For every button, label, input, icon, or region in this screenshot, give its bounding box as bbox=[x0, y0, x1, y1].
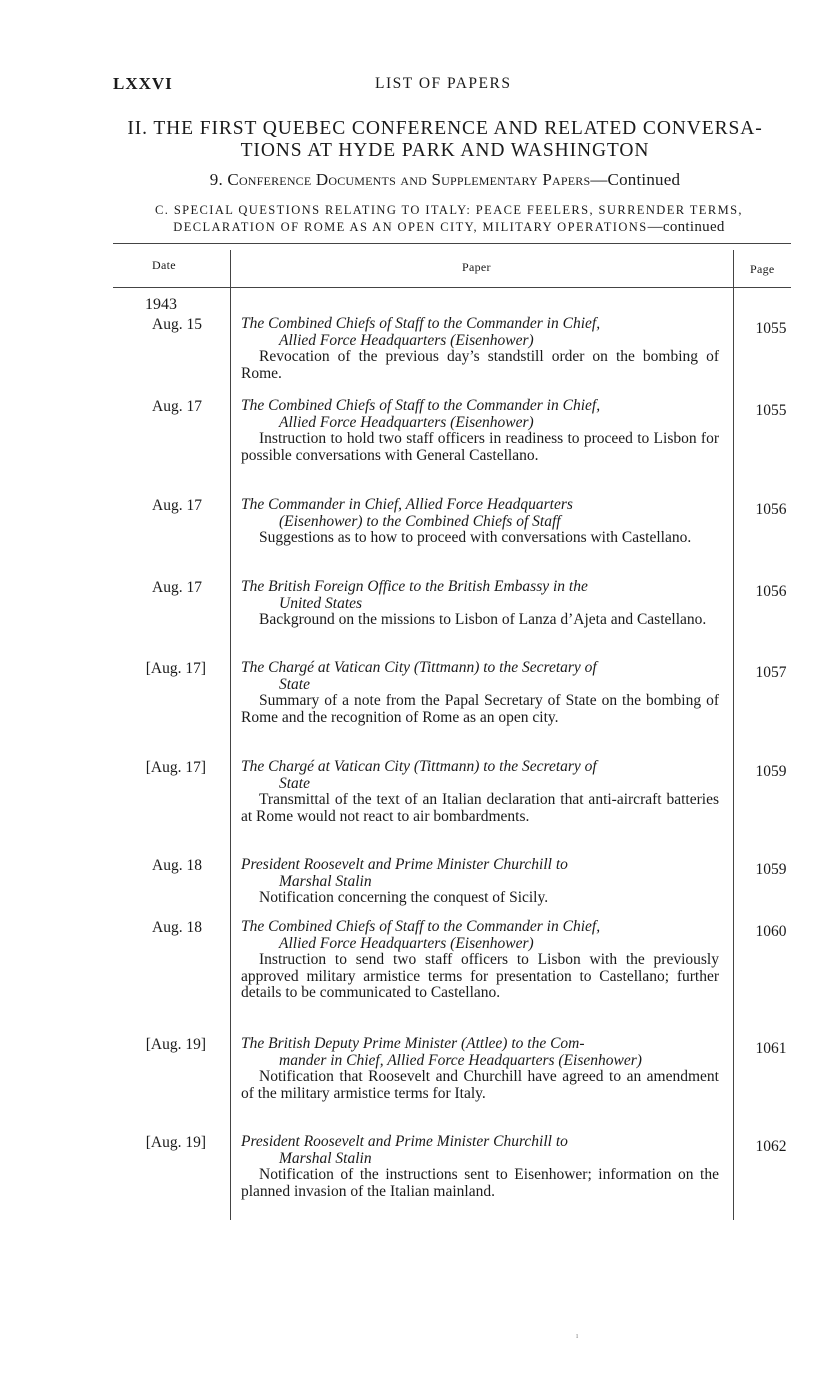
paper-title bbox=[241, 857, 719, 890]
row-paper bbox=[241, 579, 719, 629]
paper-title bbox=[241, 316, 719, 349]
paper-title bbox=[241, 919, 719, 952]
row-date: Aug. 17 bbox=[152, 398, 202, 415]
row-paper bbox=[241, 660, 719, 726]
paper-title-line: Allied Force Headquarters (Eisenhower) bbox=[279, 331, 534, 349]
paper-title-line: The British Deputy Prime Minister (Attlee) to the Com- bbox=[241, 1035, 585, 1052]
paper-title-line: The Chargé at Vatican City (Tittmann) to the Secretary of bbox=[241, 659, 597, 676]
paper-title-line: The Combined Chiefs of Staff to the Commander in Chief, bbox=[241, 397, 601, 414]
paper-title-line: mander in Chief, Allied Force Headquarters (Eisenhower) bbox=[279, 1051, 642, 1069]
table-column-divider bbox=[733, 250, 734, 1220]
paper-title bbox=[241, 398, 719, 431]
paper-title-line: The Chargé at Vatican City (Tittmann) to the Secretary of bbox=[241, 758, 597, 775]
column-header-paper: Paper bbox=[462, 260, 491, 274]
paper-title-line: (Eisenhower) to the Combined Chiefs of Staff bbox=[279, 512, 561, 530]
paper-description: Notification of the instructions sent to Eisenhower; information on the planned invasion of the Italian mainland. bbox=[241, 1166, 719, 1200]
part-title-line: II. THE FIRST QUEBEC CONFERENCE AND RELATED CONVERSA- bbox=[127, 118, 763, 139]
row-paper bbox=[241, 857, 719, 907]
paper-description: Revocation of the previous day’s standstill order on the bombing of Rome. bbox=[241, 348, 719, 382]
paper-title-line: United States bbox=[279, 594, 363, 612]
paper-title bbox=[241, 497, 719, 530]
row-paper bbox=[241, 316, 719, 382]
paper-title-line: Allied Force Headquarters (Eisenhower) bbox=[279, 934, 534, 952]
row-date: Aug. 18 bbox=[152, 857, 202, 874]
row-date: Aug. 17 bbox=[152, 579, 202, 596]
row-page-number: 1055 bbox=[755, 402, 787, 419]
row-page-number: 1062 bbox=[755, 1138, 787, 1155]
row-page-number: 1060 bbox=[755, 923, 787, 940]
subsection-line: DECLARATION OF ROME AS AN OPEN CITY, MILITARY OPERATIONS—continued bbox=[173, 219, 725, 235]
section-title bbox=[100, 170, 790, 190]
row-paper bbox=[241, 1036, 719, 1102]
paper-title-line: President Roosevelt and Prime Minister Churchill to bbox=[241, 856, 568, 873]
row-date: [Aug. 19] bbox=[145, 1134, 206, 1151]
row-page-number: 1056 bbox=[755, 501, 787, 518]
subsection-title bbox=[104, 202, 794, 236]
row-page-number: 1059 bbox=[755, 763, 787, 780]
running-title: LIST OF PAPERS bbox=[375, 75, 512, 92]
row-page-number: 1061 bbox=[755, 1040, 787, 1057]
paper-description: Summary of a note from the Papal Secretary of State on the bombing of Rome and the recognition of Rome as an open city. bbox=[241, 692, 719, 726]
paper-description: Instruction to send two staff officers to Lisbon with the previously approved military armistice terms for presentation to Castellano; further details to be communicated to Castellano. bbox=[241, 951, 719, 1001]
paper-title bbox=[241, 1036, 719, 1069]
part-title-line: TIONS AT HYDE PARK AND WASHINGTON bbox=[240, 140, 650, 161]
stray-mark: ı bbox=[576, 1331, 579, 1340]
paper-title bbox=[241, 759, 719, 792]
paper-title-line: State bbox=[279, 774, 310, 792]
paper-title-line: The Commander in Chief, Allied Force Headquarters bbox=[241, 496, 573, 513]
table-top-rule bbox=[113, 243, 791, 244]
row-paper bbox=[241, 398, 719, 464]
row-page-number: 1056 bbox=[755, 583, 787, 600]
column-header-page: Page bbox=[750, 262, 775, 276]
row-page-number: 1055 bbox=[755, 320, 787, 337]
row-page-number: 1057 bbox=[755, 664, 787, 681]
row-date: Aug. 18 bbox=[152, 919, 202, 936]
paper-title bbox=[241, 660, 719, 693]
paper-title-line: The British Foreign Office to the British Embassy in the bbox=[241, 578, 588, 595]
column-header-date: Date bbox=[152, 258, 176, 272]
part-title bbox=[100, 118, 790, 162]
section-name: Conference Documents and Supplementary Papers bbox=[227, 170, 591, 189]
table-column-divider bbox=[230, 250, 231, 1220]
year-label: 1943 bbox=[145, 296, 177, 313]
paper-title bbox=[241, 579, 719, 612]
row-date: [Aug. 17] bbox=[145, 759, 206, 776]
row-paper bbox=[241, 919, 719, 1002]
paper-title-line: Allied Force Headquarters (Eisenhower) bbox=[279, 413, 534, 431]
paper-description: Transmittal of the text of an Italian declaration that anti-aircraft batteries at Rome would not react to air bombardments. bbox=[241, 791, 719, 825]
paper-title-line: The Combined Chiefs of Staff to the Commander in Chief, bbox=[241, 918, 601, 935]
paper-description: Notification that Roosevelt and Churchill have agreed to an amendment of the military armistice terms for Italy. bbox=[241, 1068, 719, 1102]
paper-title-line: President Roosevelt and Prime Minister Churchill to bbox=[241, 1133, 568, 1150]
row-page-number: 1059 bbox=[755, 861, 787, 878]
paper-title-line: Marshal Stalin bbox=[279, 872, 372, 890]
running-head bbox=[113, 74, 713, 98]
row-date: Aug. 15 bbox=[152, 316, 202, 333]
paper-title-line: State bbox=[279, 675, 310, 693]
paper-title bbox=[241, 1134, 719, 1167]
section-continued: —Continued bbox=[590, 170, 681, 189]
row-paper bbox=[241, 497, 719, 547]
row-date: [Aug. 19] bbox=[145, 1036, 206, 1053]
paper-title-line: Marshal Stalin bbox=[279, 1149, 372, 1167]
paper-description: Background on the missions to Lisbon of Lanza d’Ajeta and Castellano. bbox=[259, 611, 707, 628]
subsection-continued: —continued bbox=[647, 219, 725, 235]
row-paper bbox=[241, 1134, 719, 1200]
subsection-line: C. SPECIAL QUESTIONS RELATING TO ITALY: PEACE FEELERS, SURRENDER TERMS, bbox=[155, 203, 743, 217]
row-paper bbox=[241, 759, 719, 825]
paper-title-line: The Combined Chiefs of Staff to the Commander in Chief, bbox=[241, 315, 601, 332]
table-header-rule bbox=[113, 287, 791, 288]
paper-description: Suggestions as to how to proceed with conversations with Castellano. bbox=[259, 529, 692, 546]
section-number: 9. bbox=[209, 170, 223, 189]
paper-description: Notification concerning the conquest of Sicily. bbox=[259, 889, 549, 906]
paper-description: Instruction to hold two staff officers in readiness to proceed to Lisbon for possible conversations with General Castellano. bbox=[241, 430, 719, 464]
row-date: Aug. 17 bbox=[152, 497, 202, 514]
page-folio: LXXVI bbox=[113, 74, 173, 93]
row-date: [Aug. 17] bbox=[145, 660, 206, 677]
